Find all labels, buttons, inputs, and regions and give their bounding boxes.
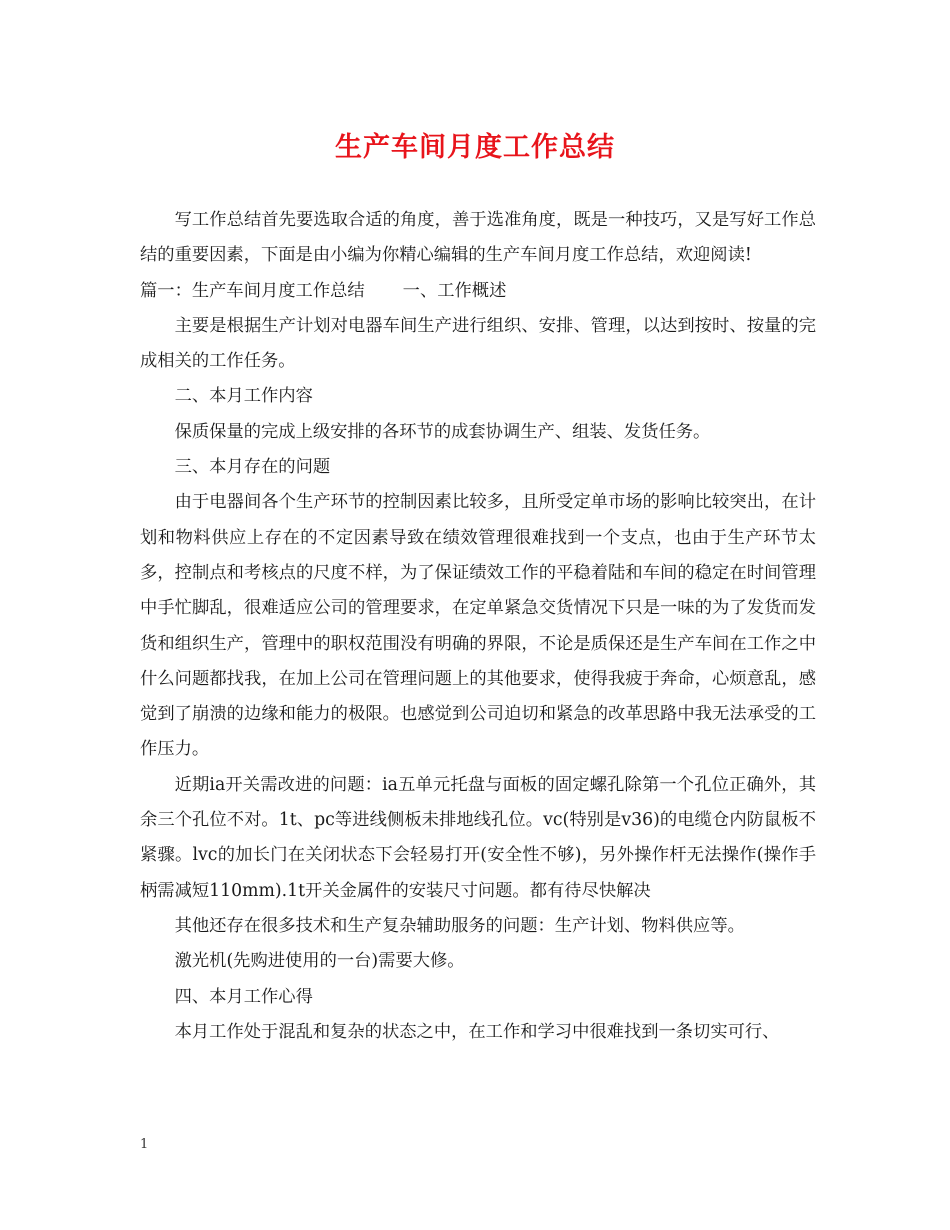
section-heading-problems: 三、本月存在的问题 [174,457,331,478]
other-issues-paragraph: 其他还存在很多技术和生产复杂辅助服务的问题：生产计划、物料供应等。 [174,915,745,936]
experience-paragraph: 本月工作处于混乱和复杂的状态之中，在工作和学习中很难找到一条切实可行、 [174,1021,780,1042]
chapter-label: 篇一：生产车间月度工作总结 [140,280,365,301]
document-title: 生产车间月度工作总结 [335,132,615,163]
problems-paragraph: 由于电器间各个生产环节的控制因素比较多，且所受定单市场的影响比较突出，在计划和物料供应上存在的不定因素导致在绩效管理很难找到一个支点，也由于生产环节太多，控制点和考核点的尺度不样，为了保证绩效工作的平稳着陆和车间的稳定在时间管理中手忙脚乱，很难适应公司的管理要求，在定单紧急交货情况下只是一味的为了发货而发货和组织生产，管理中的职权范围没有明确的界限，不论是质保还是生产车间在工作之中什么问题都找我，在加上公司在管理问题上的其他要求，使得我疲于奔命，心烦意乱，感觉到了崩溃的边缘和能力的极限。也感觉到公司迫切和紧急的改革思路中我无法承受的工作压力。 [140,492,816,760]
section-heading-experience: 四、本月工作心得 [174,986,313,1007]
overview-paragraph: 主要是根据生产计划对电器车间生产进行组织、安排、管理，以达到按时、按量的完成相关的工作任务。 [140,315,816,372]
chapter-line [140,274,816,309]
intro-paragraph: 写工作总结首先要选取合适的角度，善于选准角度，既是一种技巧，又是写好工作总结的重要因素，下面是由小编为你精心编辑的生产车间月度工作总结，欢迎阅读! [140,210,816,266]
section-heading-work-content: 二、本月工作内容 [174,386,313,407]
work-content-paragraph: 保质保量的完成上级安排的各环节的成套协调生产、组装、发货任务。 [174,421,711,442]
switch-issues-paragraph: 近期ia开关需改进的问题：ia五单元托盘与面板的固定螺孔除第一个孔位正确外，其余三个孔位不对。1t、pc等进线侧板未排地线孔位。vc(特别是v36)的电缆仓内防鼠板不紧骤。lvc的加长门在关闭状态下会轻易打开(安全性不够)，另外操作杆无法操作(操作手柄需减短110mm).1t开关金属件的安装尺寸问题。都有待尽快解决 [140,774,816,901]
laser-machine-paragraph: 激光机(先购进使用的一台)需要大修。 [174,951,465,972]
section-heading-overview: 一、工作概述 [402,280,507,301]
page-number: 1 [140,1137,149,1152]
document-body [140,203,816,1050]
